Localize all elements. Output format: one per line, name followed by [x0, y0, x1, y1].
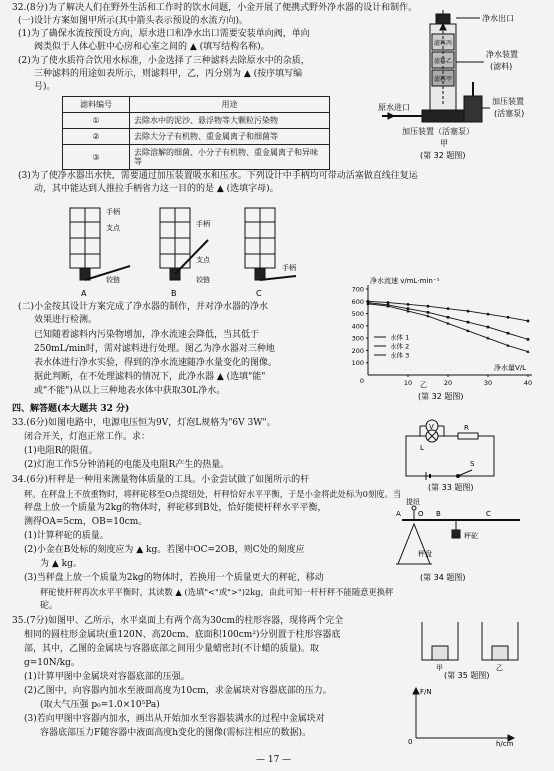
legend-label-2: 水体 2 — [390, 342, 410, 351]
table-header-use: 用途 — [130, 97, 330, 113]
q32-part2-line-2: 效果进行检测。 — [34, 315, 98, 325]
axis-label-h: h/cm — [496, 740, 514, 748]
q34-line-10: 砣。 — [40, 601, 59, 611]
q35-line-6: (2)乙图中，向容器内加水至液面高度为10cm，求金属块对容器底部的压力。 — [24, 686, 332, 696]
series-1-point — [447, 307, 450, 310]
label-handle-a: 手柄 — [106, 208, 120, 216]
series-1-point — [487, 313, 490, 316]
x-tick-label: 10 — [403, 379, 413, 387]
q32-part2-line-1: (二)小金按其设计方案完成了净水器的制作，并对净水器的净水 — [18, 302, 269, 312]
label-filter-jia: 滤料甲 — [434, 76, 453, 83]
q34-line-1: 34.(6分)杆秤是一种用来测量物体质量的工具。小金尝试做了如图所示的杆 — [12, 475, 310, 485]
filter-table — [62, 96, 330, 170]
series-1-point — [427, 305, 430, 308]
label-voltmeter: V — [429, 423, 434, 431]
label-container-jia: 甲 — [436, 664, 443, 672]
q33-line-3: (1)电阻R的阻值。 — [24, 446, 98, 456]
q32-part3-line-1: (3)为了使净水器出水快，需要通过加压装置吸水和压水。下列设计中手柄均可带动活塞做直线往复运 — [18, 171, 418, 181]
q32-line-7: 号)。 — [34, 82, 56, 92]
q33-line-2: 闭合开关，灯泡正常工作。求： — [24, 432, 151, 442]
q35-line-3: 部，其中，乙图的金属块与容器底部之间用少量蜡密封(不计蜡的质量)。取 — [24, 644, 320, 654]
y-tick-label: 400 — [351, 322, 364, 331]
containers-diagram — [412, 618, 532, 680]
label-water-in: 原水进口 — [378, 103, 410, 112]
section-4-heading: 四、解答题(本大题共 32 分) — [12, 404, 130, 414]
q34-line-4: 测得OA=5cm，OB=10cm。 — [24, 517, 148, 527]
q32-part2-line-6: 据此判断，在不处理滤料的情况下，此净水器 ▲ (选填"能" — [34, 372, 266, 382]
label-water-out: 净水出口 — [482, 14, 514, 23]
q34-line-2: 秤。在秤盘上不放重物时，将秤砣移至O点提纽处，杆秤恰好水平平衡，于是小金将此处标为0刻度。当 — [24, 489, 402, 499]
table-row — [63, 129, 330, 145]
label-purify-device: 净水装置 — [486, 50, 518, 59]
y-tick-label: 500 — [351, 310, 364, 319]
y-tick-label: 700 — [351, 285, 364, 294]
series-2-point — [507, 332, 510, 335]
q32-line-2: (一)设计方案如图甲所示(其中箭头表示预设的水流方向)。 — [18, 16, 249, 26]
q32-part2-line-4: 250mL/min时，需对滤料进行处理。图乙为净水器对三种地 — [34, 344, 275, 354]
q35-line-1: 35.(7分)如图甲、乙所示，水平桌面上有两个高为30cm的柱形容器，现将两个完全 — [12, 616, 344, 626]
label-a: A — [396, 510, 401, 518]
y-tick-label: 200 — [351, 346, 364, 355]
x-tick-label: 20 — [443, 379, 453, 387]
q33-line-1: 33.(6分)如图电路中，电源电压恒为9V，灯泡L规格为"6V 3W"。 — [12, 418, 276, 428]
purifier-diagram — [372, 12, 547, 162]
caption-fig34: (第 34 题图) — [420, 573, 466, 582]
option-b: B — [171, 289, 177, 298]
caption-fig32a: (第 32 题图) — [420, 151, 466, 160]
table-cell-use: 去除水中的泥沙、悬浮物等大颗粒污染物 — [130, 113, 330, 129]
q35-line-9: 容器底部压力F随容器中液面高度h变化的图像(需标注相应的数据)。 — [40, 728, 312, 738]
q32-line-6: 三种滤料的用途如表所示，则滤料甲，乙，丙分别为 ▲ (按序填写编 — [34, 69, 303, 79]
label-switch: S — [470, 460, 475, 468]
flow-rate-chart — [340, 275, 545, 405]
q35-line-4: g=10N/kg。 — [24, 658, 80, 668]
table-cell-use: 去除大分子有机物、重金属离子和细菌等 — [130, 129, 330, 145]
label-c: C — [486, 510, 491, 518]
table-row — [63, 145, 330, 170]
label-handle-b: 手柄 — [196, 220, 210, 228]
series-2-point — [527, 338, 530, 341]
q35-line-5: (1)计算甲图中金属块对容器底部的压强。 — [24, 672, 190, 682]
x-tick-label: 40 — [523, 379, 533, 387]
origin-label: 0 — [359, 377, 364, 385]
y-tick-label: 100 — [351, 359, 364, 368]
label-piston-pump: (活塞泵) — [494, 109, 525, 118]
series-1-point — [387, 301, 390, 304]
table-cell-id: ② — [63, 129, 130, 145]
series-1-point — [407, 303, 410, 306]
pump-options-diagram — [50, 200, 310, 300]
label-container-yi: 乙 — [496, 664, 503, 672]
q34-line-7: 为 ▲ kg。 — [40, 559, 82, 569]
label-fulcrum-a: 支点 — [106, 224, 120, 232]
q32-line-3: (1)为了确保水流按预设方向，原水进口和净水出口需要安装单向阀，单向 — [18, 29, 310, 39]
table-cell-id: ③ — [63, 145, 130, 170]
q34-line-9: 秤砣使杆秤再次水平平衡时，其读数 ▲ (选填"<"或">")2kg，由此可知一杆杆秤不能随意更换秤 — [40, 587, 394, 597]
label-hinge-b: 铰链 — [196, 276, 210, 284]
q32-part2-line-5: 表水体进行净水实验，得到的净水流速随净水量变化的图像。 — [34, 358, 278, 368]
label-weight: 秤砣 — [464, 532, 478, 540]
series-2-point — [427, 311, 430, 314]
q32-line-5: (2)为了使水质符合饮用水标准，小金选择了三种滤料去除原水中的杂质， — [18, 56, 310, 66]
q34-line-8: (3)当秤盘上放一个质量为2kg的物体时，若换用一个质量更大的秤砣，移动 — [24, 573, 324, 583]
table-row — [63, 113, 330, 129]
series-2-point — [467, 321, 470, 324]
series-1-point — [527, 320, 530, 323]
chart-caption: (第 32 题图) — [418, 392, 464, 401]
y-tick-label: 600 — [351, 297, 364, 306]
y-tick-label: 300 — [351, 334, 364, 343]
q32-part2-line-3: 已知随着滤料内污染物增加，净水流速会降低，当其低于 — [34, 330, 260, 340]
q34-line-5: (1)计算秤砣的质量。 — [24, 531, 109, 541]
force-height-axes — [404, 684, 524, 746]
axis-label-f: F/N — [420, 688, 432, 696]
q34-line-6: (2)小金在B处标的刻度应为 ▲ kg。若图中OC=2OB，则C处的刻度应 — [24, 545, 305, 555]
label-filter-yi: 滤料乙 — [434, 58, 453, 65]
q32-part2-line-7: 或"不能")从以上三种地表水体中获取30L净水。 — [34, 386, 226, 396]
label-pressure-full: 加压装置（活塞泵） — [402, 127, 474, 136]
legend-label-1: 水体 1 — [390, 333, 410, 342]
table-cell-use: 去除溶解的细菌、小分子有机物、重金属离子和异味等 — [130, 145, 330, 170]
x-tick-label: 30 — [483, 379, 493, 387]
series-1-point — [507, 316, 510, 319]
label-knob: 提纽 — [406, 498, 420, 506]
x-axis-label: 净水量V/L — [494, 364, 527, 372]
q32-line-1: 32.(8分)为了解决人们在野外生活和工作时的饮水问题，小金开展了便携式野外净水器的设计和制作。 — [12, 3, 418, 13]
chart-sub-label: 乙 — [420, 381, 427, 389]
label-fulcrum-b: 支点 — [196, 256, 210, 264]
q35-line-2: 相同的圆柱形金属块(重120N、高20cm、底面积100cm²)分别置于柱形容器底 — [24, 630, 341, 640]
label-hinge-a: 铰链 — [106, 276, 120, 284]
legend-label-3: 水体 3 — [390, 351, 410, 360]
label-lamp: L — [420, 444, 424, 452]
steelyard-diagram — [392, 498, 532, 587]
label-resistor: R — [464, 424, 469, 432]
label-handle-c: 手柄 — [282, 264, 296, 272]
label-pan: 秤盘 — [418, 550, 432, 558]
label-filter-material: (滤料) — [490, 62, 513, 71]
y-axis-label: 净水流速 v/mL·min⁻¹ — [370, 277, 440, 285]
table-cell-id: ① — [63, 113, 130, 129]
q32-line-4: 阀类似于人体心脏中心房和心室之间的 ▲ (填写结构名称)。 — [34, 42, 270, 52]
q32-part3-line-2: 动，其中能达到人推拉手柄省力这一目的的是 ▲ (选填字母)。 — [34, 184, 279, 194]
q35-line-8: (3)若向甲图中容器内加水，画出从开始加水至容器装满水的过程中金属块对 — [24, 714, 325, 724]
q34-line-3: 秤盘上放一个质量为2kg的物体时，秤砣移到B处，恰好能使杆秤水平平衡， — [24, 503, 327, 513]
label-jia: 甲 — [440, 139, 448, 148]
circuit-diagram — [398, 418, 508, 492]
series-2-point — [447, 316, 450, 319]
option-c: C — [256, 289, 262, 298]
table-header-id: 滤料编号 — [63, 97, 130, 113]
caption-fig33: (第 33 题图) — [428, 483, 474, 492]
label-filter-bing: 滤料丙 — [434, 40, 453, 47]
series-2-point — [487, 326, 490, 329]
label-b: B — [436, 510, 441, 518]
option-a: A — [81, 289, 87, 298]
series-1-point — [467, 310, 470, 313]
axis-origin: 0 — [408, 738, 413, 746]
q33-line-4: (2)灯泡工作5分钟消耗的电能及电阻R产生的热量。 — [24, 460, 230, 470]
q35-line-7: (取大气压强 p₀=1.0×10⁵Pa) — [40, 700, 160, 710]
caption-fig35: (第 35 题图) — [444, 671, 490, 680]
label-pressure-device: 加压装置 — [492, 97, 524, 106]
page-number: — 17 — — [256, 755, 292, 765]
label-o: O — [418, 510, 424, 518]
